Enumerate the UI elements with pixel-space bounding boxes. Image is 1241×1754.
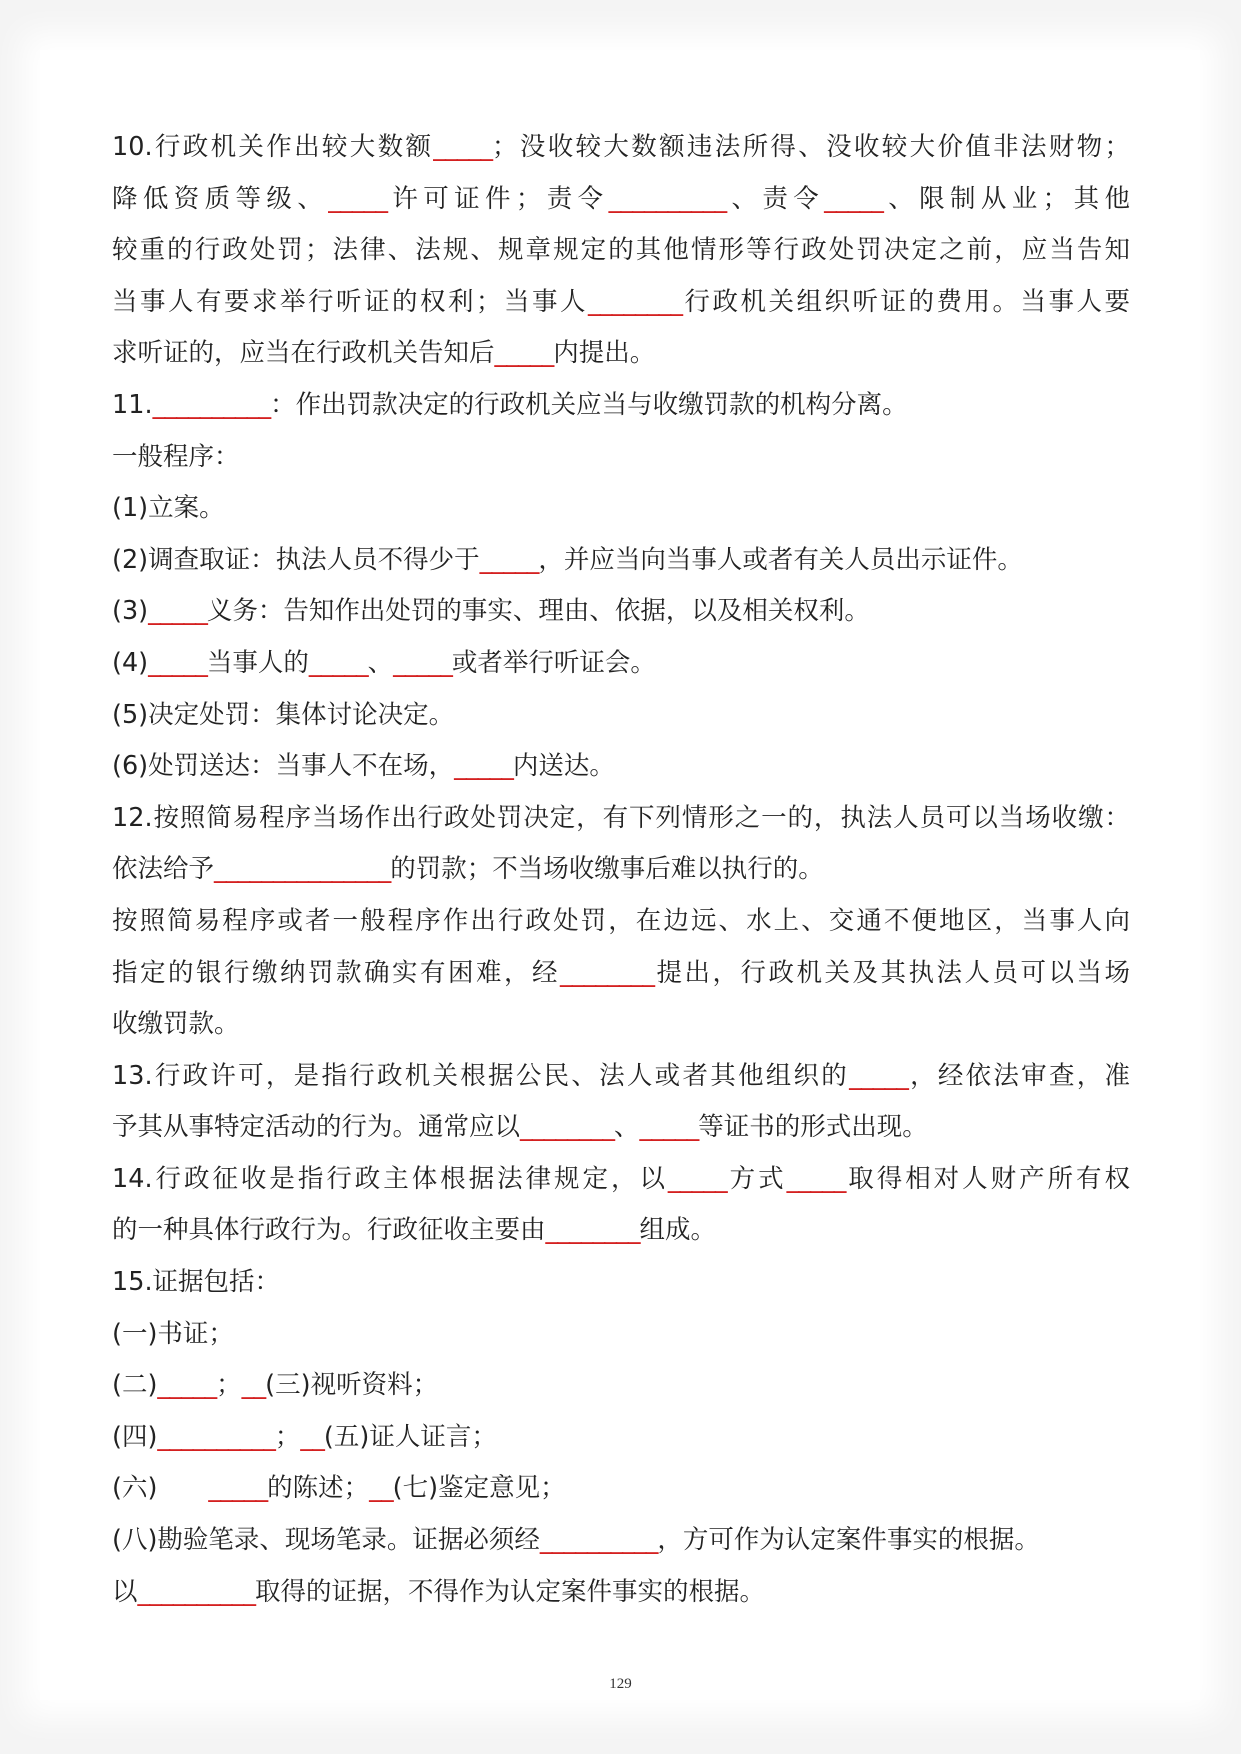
fill-in-blank: _____ [148,596,207,627]
text-segment: (六) [112,1473,209,1504]
text-segment: 内提出。 [553,338,656,369]
text-line [112,1257,1130,1309]
text-line [112,1412,1130,1464]
text-segment: 按照简易程序或者一般程序作出行政处罚，在边远、水上、交通不便地区，当事人向 [112,905,1130,936]
text-line [112,1463,1130,1515]
fill-in-blank: _____ [824,183,883,214]
text-line [112,690,1130,742]
text-segment: 义务：告知作出处罚的事实、理由、依据，以及相关权利。 [206,596,870,627]
fill-in-blank: ________ [560,957,654,988]
text-segment: (2)调查取证：执法人员不得少于 [112,544,480,575]
text-line [112,1515,1130,1567]
text-segment: 一般程序： [112,441,240,472]
text-line [112,638,1130,690]
text-segment: 取得相对人财产所有权 [845,1163,1130,1194]
fill-in-blank: __________ [157,1421,275,1452]
text-segment: 提出，行政机关及其执法人员可以当场 [654,957,1130,988]
text-line [112,896,1130,948]
text-line [112,122,1130,174]
text-segment: 的罚款；不当场收缴事后难以执行的。 [390,854,824,885]
text-segment: (五)证人证言； [323,1421,497,1452]
fill-in-blank: _____ [667,1163,727,1194]
fill-in-blank: _____ [454,751,513,782]
text-segment: 依法给予 [112,854,215,885]
fill-in-blank: ________ [520,1112,615,1143]
text-line [112,1102,1130,1154]
fill-in-blank: _____ [786,1163,846,1194]
fill-in-blank: _____ [639,1112,699,1143]
fill-in-blank: _____ [494,338,554,369]
text-line [112,844,1130,896]
text-segment: 15.证据包括： [112,1267,281,1298]
fill-in-blank: __________ [137,1576,256,1607]
fill-in-blank: _____ [479,544,539,575]
text-segment: 当事人有要求举行听证的权利；当事人 [112,286,588,317]
text-line [112,277,1130,329]
text-segment: ； [274,1421,301,1452]
text-segment: 的一种具体行政行为。行政征收主要由 [112,1215,546,1246]
fill-in-blank: _____ [328,183,387,214]
text-segment: (三)视听资料； [265,1370,439,1401]
fill-in-blank: __________ [539,1525,658,1556]
text-segment: ：作出罚款决定的行政机关应当与收缴罚款的机构分离。 [270,389,908,420]
fill-in-blank: _____ [393,647,452,678]
text-segment: 、 [614,1112,640,1143]
fill-in-blank: _____ [849,1060,908,1091]
text-segment: 等证书的形式出现。 [698,1112,928,1143]
document-body [112,122,1130,1618]
text-line [112,586,1130,638]
text-line [112,1360,1130,1412]
text-line [112,1567,1130,1619]
text-segment: (四) [112,1421,158,1452]
text-segment: 、限制从业；其他 [882,183,1130,214]
text-segment: 求听证的，应当在行政机关告知后 [112,338,495,369]
fill-in-blank: _____ [308,647,368,678]
text-segment: ； [216,1370,242,1401]
page-number: 129 [609,1676,632,1692]
fill-in-blank: __ [300,1421,324,1452]
text-line [112,535,1130,587]
fill-in-blank: __________ [608,183,727,214]
fill-in-blank: _____ [208,1473,268,1504]
text-line [112,1051,1130,1103]
text-line [112,432,1130,484]
text-segment: (6)处罚送达：当事人不在场， [112,751,455,782]
text-segment: 14.行政征收是指行政主体根据法律规定，以 [112,1163,668,1194]
text-segment: 收缴罚款。 [112,1009,240,1040]
text-segment: (八)勘验笔录、现场笔录。证据必须经 [112,1525,540,1556]
fill-in-blank: ________ [588,286,682,317]
fill-in-blank: _____ [148,647,207,678]
text-segment: (3) [112,596,149,627]
text-segment: 行政机关组织听证的费用。当事人要 [682,286,1130,317]
text-segment: 组成。 [639,1215,717,1246]
text-segment: 方式 [726,1163,787,1194]
text-segment: 内送达。 [512,751,615,782]
text-segment: ；没收较大数额违法所得、没收较大价值非法财物； [492,132,1130,162]
fill-in-blank: _______________ [214,854,391,885]
text-segment: 降低资质等级、 [112,183,329,214]
text-line [112,948,1130,1000]
fill-in-blank: __________ [152,389,271,420]
fill-in-blank: __ [241,1370,266,1401]
text-segment: 当事人的 [206,647,309,678]
text-segment: 、责令 [726,183,825,214]
text-segment: 10.行政机关作出较大数额 [112,132,434,162]
text-segment: (一)书证； [112,1318,234,1349]
fill-in-blank: ________ [545,1215,640,1246]
text-segment: ，并应当向当事人或者有关人员出示证件。 [538,544,1023,575]
text-line [112,741,1130,793]
text-segment: (5)决定处罚：集体讨论决定。 [112,699,455,730]
text-line [112,1309,1130,1361]
text-line [112,999,1130,1051]
text-segment: (二) [112,1370,158,1401]
text-segment: 指定的银行缴纳罚款确实有困难，经 [112,957,560,988]
text-line [112,793,1130,845]
text-segment: 、 [367,647,394,678]
text-line [112,328,1130,380]
text-segment: 或者举行听证会。 [451,647,656,678]
text-segment: 以 [112,1576,138,1607]
text-line [112,1154,1130,1206]
text-segment: 取得的证据，不得作为认定案件事实的根据。 [255,1576,766,1607]
text-segment: 12.按照简易程序当场作出行政处罚决定，有下列情形之一的，执法人员可以当场收缴： [112,802,1130,833]
text-line [112,483,1130,535]
text-segment: 13.行政许可，是指行政机关根据公民、法人或者其他组织的 [112,1060,850,1091]
fill-in-blank: _____ [433,132,493,162]
text-segment: ，经依法审查，准 [907,1060,1130,1091]
text-segment: 许可证件；责令 [386,183,609,214]
text-segment: 11. [112,389,153,420]
text-segment: (4) [112,647,149,678]
text-line [112,380,1130,432]
fill-in-blank: __ [369,1473,393,1504]
text-line [112,174,1130,226]
text-segment: (七)鉴定意见； [392,1473,566,1504]
fill-in-blank: _____ [157,1370,217,1401]
text-segment: 予其从事特定活动的行为。通常应以 [112,1112,521,1143]
text-segment: ，方可作为认定案件事实的根据。 [657,1525,1040,1556]
text-line [112,225,1130,277]
text-segment: 的陈述； [267,1473,370,1504]
text-segment: (1)立案。 [112,493,225,524]
text-line [112,1205,1130,1257]
text-segment: 较重的行政处罚；法律、法规、规章规定的其他情形等行政处罚决定之前，应当告知 [112,235,1130,266]
